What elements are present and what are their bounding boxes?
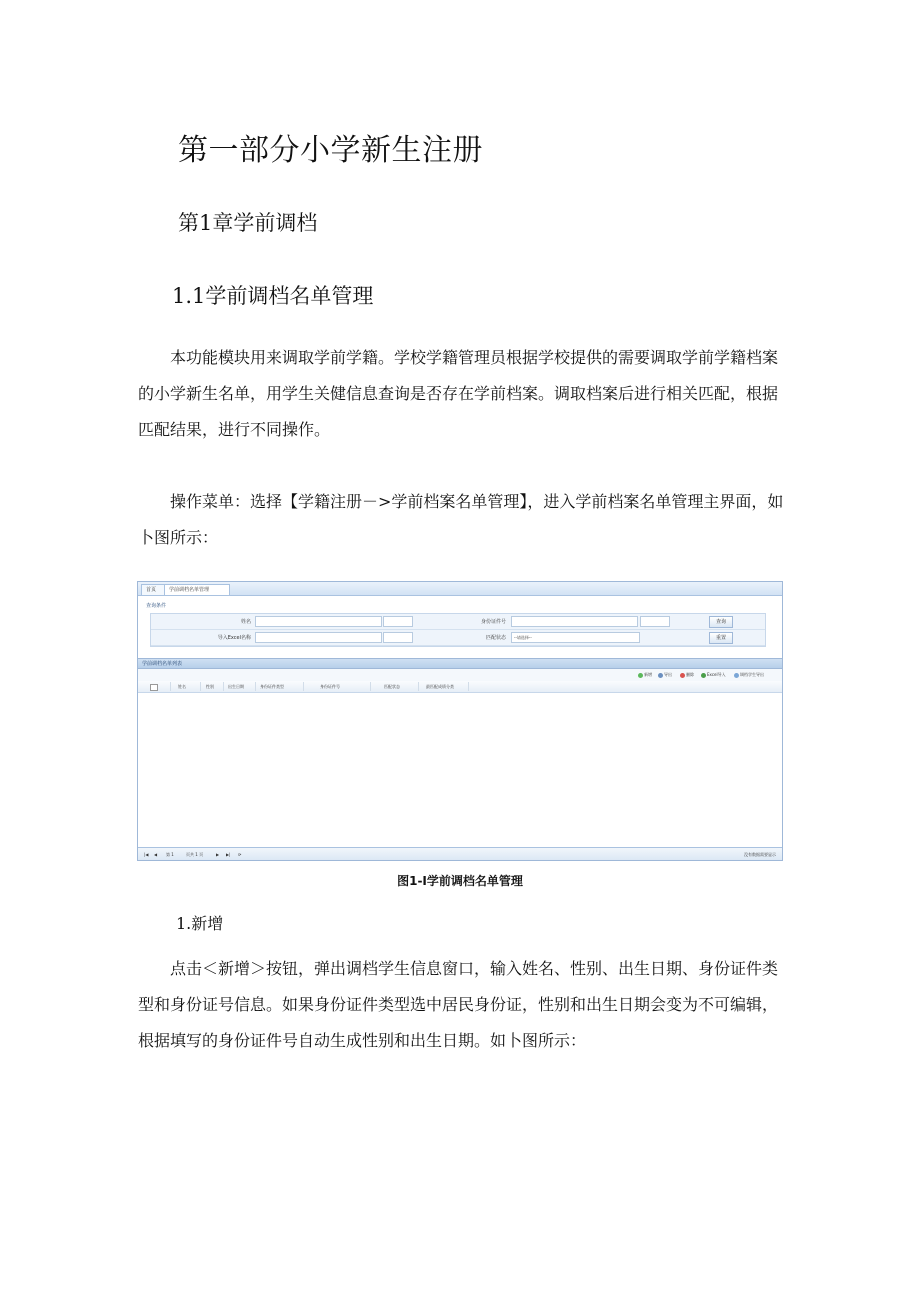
pager-status: 没有数据需要显示 xyxy=(744,852,776,857)
column-divider xyxy=(200,682,201,691)
id-number-label: 身份证件号 xyxy=(480,619,506,625)
column-divider xyxy=(370,682,371,691)
column-header-gender[interactable]: 性别 xyxy=(206,684,214,689)
prev-page-button[interactable]: ◀ xyxy=(154,852,158,857)
first-page-button[interactable]: |◀ xyxy=(144,852,149,857)
tab-roster-management[interactable]: 学前调档名单管理 xyxy=(164,584,230,595)
menu-paragraph-text: 操作菜单：选择【学籍注册－>学前档案名单管理】，进入学前档案名单管理主界面，如卜图所示： xyxy=(138,492,784,547)
import-name-input-extra xyxy=(383,632,413,643)
list-title: 学前调档名单列表 xyxy=(138,658,782,669)
import-name-input[interactable] xyxy=(255,632,382,643)
delete-button[interactable] xyxy=(680,672,694,678)
delete-icon xyxy=(680,673,685,678)
add-icon xyxy=(638,673,643,678)
add-button[interactable] xyxy=(638,672,652,678)
section-heading: 1.1学前调档名单管理 xyxy=(172,284,374,308)
delete-button-label: 删除 xyxy=(686,672,694,677)
column-header-match-status[interactable]: 匹配状态 xyxy=(384,684,400,689)
export-students-icon xyxy=(734,673,739,678)
id-number-input[interactable] xyxy=(511,616,638,627)
query-panel-title: 查询条件 xyxy=(146,603,167,609)
screenshot-figure xyxy=(137,581,783,861)
intro-paragraph-text: 本功能模块用来调取学前学籍。学校学籍管理员根据学校提供的需要调取学前学籍档案的小学新生名单，用学生关健信息查询是否存在学前档案。调取档案后进行相关匹配，根据匹配结果，进行不同操作。 xyxy=(138,348,779,439)
page-total-label: 页共 1 页 xyxy=(186,852,204,857)
tab-bar xyxy=(138,582,782,596)
column-header-id-type[interactable]: 身份证件类型 xyxy=(260,684,284,689)
select-all-checkbox[interactable] xyxy=(150,684,158,691)
column-header-birthdate[interactable]: 出生日期 xyxy=(228,684,244,689)
excel-import-label: Excel导入 xyxy=(707,672,726,677)
export-icon xyxy=(658,673,663,678)
next-page-button[interactable]: ▶ xyxy=(216,852,220,857)
query-form xyxy=(150,613,766,647)
column-header-name[interactable]: 姓名 xyxy=(178,684,186,689)
intro-paragraph xyxy=(138,340,786,448)
column-header-match-category[interactable]: 最匹配成绩分类 xyxy=(426,684,454,689)
column-divider xyxy=(170,682,171,691)
excel-icon xyxy=(701,673,706,678)
match-status-select[interactable]: --请选择-- xyxy=(511,632,640,643)
query-button[interactable]: 查询 xyxy=(709,616,733,628)
id-number-input-extra xyxy=(640,616,670,627)
column-divider xyxy=(418,682,419,691)
new-paragraph-text: 点击＜新增＞按钮，弹出调档学生信息窗口，输入姓名、性别、出生日期、身份证件类型和身份证号信息。如果身份证件类型选中居民身份证，性别和出生日期会变为不可编辑，根据填写的身份证件号自动生成性别和出生日期。如卜图所示： xyxy=(138,959,779,1050)
name-label: 姓名 xyxy=(240,619,251,625)
column-header-id-number[interactable]: 身份证件号 xyxy=(320,684,340,689)
part-heading: 第一部分小学新生注册 xyxy=(178,133,483,168)
transfer-export-button[interactable] xyxy=(734,672,764,678)
match-status-label: 匹配状态 xyxy=(485,635,506,641)
add-button-label: 新增 xyxy=(644,672,652,677)
new-paragraph xyxy=(138,951,786,1059)
menu-paragraph xyxy=(138,484,786,556)
chapter-heading: 第1章学前调档 xyxy=(178,211,318,235)
column-divider xyxy=(223,682,224,691)
subsection-heading-new: 1.新增 xyxy=(176,914,224,933)
tab-home[interactable]: 首页 xyxy=(141,584,165,595)
import-name-label: 导入Excel名称 xyxy=(217,635,251,641)
refresh-icon[interactable]: ⟳ xyxy=(238,852,242,857)
query-row xyxy=(151,614,765,630)
column-divider xyxy=(468,682,469,691)
name-input-extra xyxy=(383,616,413,627)
query-row xyxy=(151,630,765,646)
last-page-button[interactable]: ▶| xyxy=(226,852,231,857)
excel-import-button[interactable] xyxy=(701,672,726,678)
reset-button[interactable]: 重置 xyxy=(709,632,733,644)
export-button-label: 导出 xyxy=(664,672,672,677)
column-divider xyxy=(255,682,256,691)
pagination-bar xyxy=(138,847,782,860)
figure-caption: 图1-I学前调档名单管理 xyxy=(397,874,523,888)
export-button[interactable] xyxy=(658,672,672,678)
page-number-label: 第 1 xyxy=(166,852,174,857)
column-divider xyxy=(303,682,304,691)
name-input[interactable] xyxy=(255,616,382,627)
transfer-export-label: 调档学生导出 xyxy=(740,672,764,677)
table-header xyxy=(138,681,782,693)
